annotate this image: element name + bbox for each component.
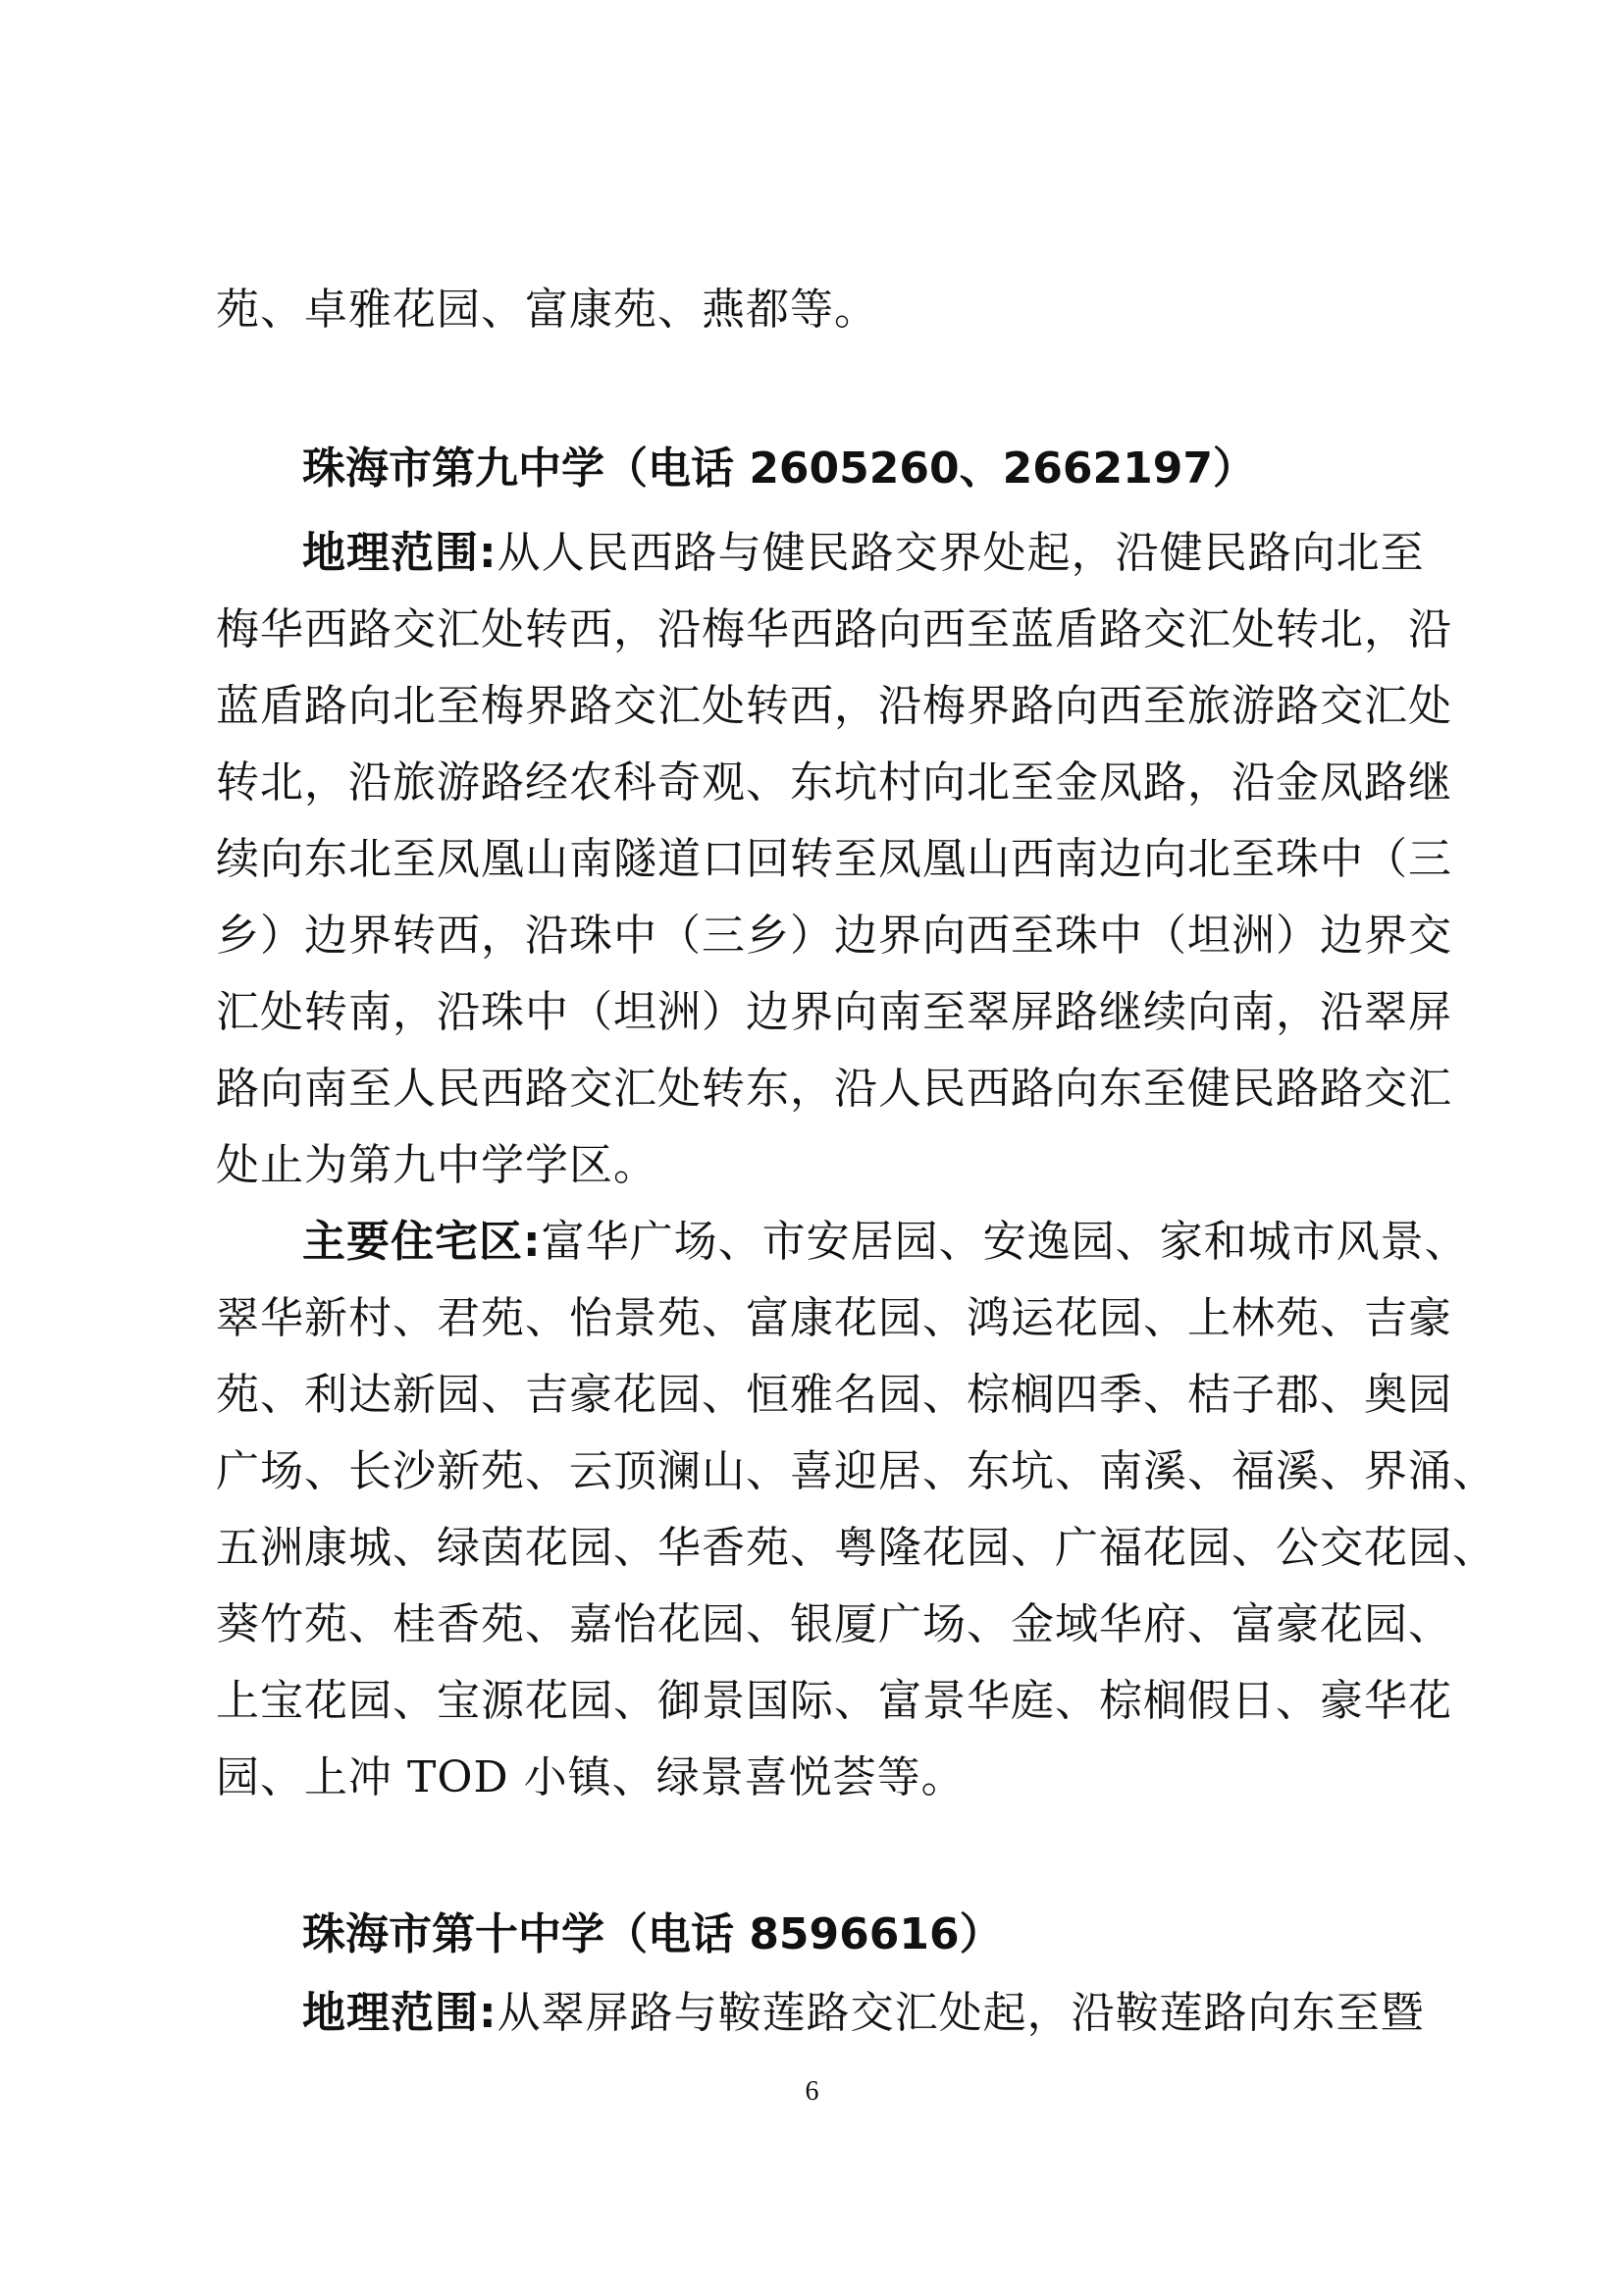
school9-range-line-2: 梅华西路交汇处转西，沿梅华西路向西至蓝盾路交汇处转北，沿 bbox=[216, 604, 1452, 654]
school9-residential-line-4: 广场、长沙新苑、云顶澜山、喜迎居、东坑、南溪、福溪、界涌、 bbox=[216, 1446, 1496, 1496]
school9-range-line-6: 乡）边界转西，沿珠中（三乡）边界向西至珠中（坦洲）边界交 bbox=[216, 911, 1452, 961]
school9-residential-line-8: 园、上冲 TOD 小镇、绿景喜悦荟等。 bbox=[216, 1752, 966, 1802]
school9-residential-label: 主要住宅区: bbox=[302, 1217, 542, 1267]
school9-range-line-4: 转北，沿旅游路经农科奇观、东坑村向北至金凤路，沿金凤路继 bbox=[216, 757, 1452, 808]
school9-residential-line-2: 翠华新村、君苑、怡景苑、富康花园、鸿运花园、上林苑、吉豪 bbox=[216, 1293, 1452, 1343]
school9-residential-line-5: 五洲康城、绿茵花园、华香苑、粤隆花园、广福花园、公交花园、 bbox=[216, 1523, 1496, 1573]
school9-residential-text: 富华广场、市安居园、安逸园、家和城市风景、 bbox=[541, 1217, 1469, 1267]
school10-heading: 珠海市第十中学（电话 8596616） bbox=[302, 1909, 1003, 1959]
school9-range-line-3: 蓝盾路向北至梅界路交汇处转西，沿梅界路向西至旅游路交汇处 bbox=[216, 681, 1452, 731]
school10-range-text: 从翠屏路与鞍莲路交汇处起，沿鞍莲路向东至暨 bbox=[497, 1988, 1425, 2038]
school9-residential-line-1 bbox=[302, 1213, 1469, 1272]
school9-residential-line-3: 苑、利达新园、吉豪花园、恒雅名园、棕榈四季、桔子郡、奥园 bbox=[216, 1370, 1452, 1420]
previous-section-tail: 苑、卓雅花园、富康苑、燕都等。 bbox=[216, 285, 878, 335]
school9-range-line-1 bbox=[302, 524, 1423, 583]
school9-range-label: 地理范围: bbox=[302, 528, 498, 578]
school9-range-text: 从人民西路与健民路交界处起，沿健民路向北至 bbox=[497, 528, 1425, 578]
school9-range-line-8: 路向南至人民西路交汇处转东，沿人民西路向东至健民路路交汇 bbox=[216, 1064, 1452, 1114]
school9-range-line-7: 汇处转南，沿珠中（坦洲）边界向南至翠屏路继续向南，沿翠屏 bbox=[216, 987, 1452, 1037]
school10-range-label: 地理范围: bbox=[302, 1988, 498, 2038]
school9-range-line-5: 续向东北至凤凰山南隧道口回转至凤凰山西南边向北至珠中（三 bbox=[216, 834, 1452, 884]
school9-heading: 珠海市第九中学（电话 2605260、2662197） bbox=[302, 444, 1256, 494]
school9-range-line-9: 处止为第九中学学区。 bbox=[216, 1140, 657, 1190]
school9-residential-line-7: 上宝花园、宝源花园、御景国际、富景华庭、棕榈假日、豪华花 bbox=[216, 1676, 1452, 1726]
school9-residential-line-6: 葵竹苑、桂香苑、嘉怡花园、银厦广场、金域华府、富豪花园、 bbox=[216, 1599, 1452, 1649]
page-number: 6 bbox=[805, 2076, 819, 2107]
school10-range-line-1 bbox=[302, 1984, 1423, 2043]
